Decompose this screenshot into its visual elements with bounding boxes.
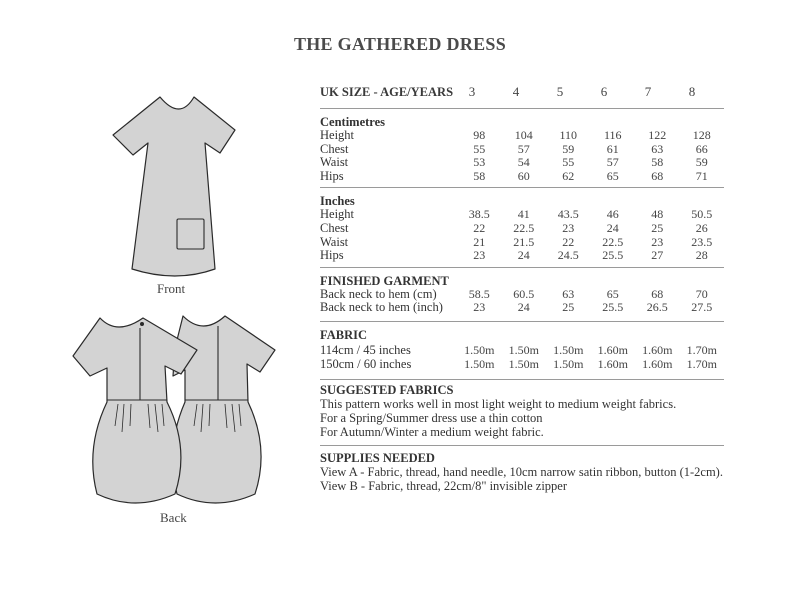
back-dress-illustration (65, 308, 295, 508)
cell: 122 (648, 128, 667, 142)
cell: 23 (562, 220, 575, 235)
table-row (320, 222, 724, 236)
cell: 1.60m (597, 342, 628, 357)
section-title-inches: Inches (320, 194, 355, 209)
cell: 60.5 (513, 286, 535, 301)
size-col: 8 (688, 84, 696, 99)
row-label: Back neck to hem (cm) (320, 286, 437, 301)
cell: 65 (606, 286, 619, 301)
cell: 1.60m (597, 356, 628, 371)
row-label: Hips (320, 248, 344, 263)
table-row (320, 249, 724, 263)
cell: 24 (517, 300, 530, 315)
cell: 55 (562, 155, 575, 170)
row-label: Waist (320, 234, 349, 249)
divider (320, 445, 724, 446)
back-button (140, 322, 144, 326)
cell: 104 (514, 128, 533, 142)
cell: 24 (606, 220, 619, 235)
table-row (320, 156, 724, 170)
cell: 1.50m (553, 342, 584, 357)
cell: 1.50m (464, 356, 495, 371)
cell: 48 (651, 207, 664, 222)
cell: 59 (695, 155, 708, 170)
cell: 1.70m (686, 356, 717, 371)
supplies-line: View A - Fabric, thread, hand needle, 10cm narrow satin ribbon, button (1-2cm). (320, 465, 723, 480)
section-title-finished-garment: FINISHED GARMENT (320, 273, 449, 288)
section-title-suggested-fabrics: SUGGESTED FABRICS (320, 383, 454, 398)
cell: 23.5 (691, 234, 713, 249)
cell: 128 (692, 128, 711, 142)
cell: 1.70m (686, 342, 717, 357)
cell: 43.5 (557, 207, 579, 222)
size-col: 6 (600, 84, 608, 99)
cell: 1.60m (642, 342, 673, 357)
cell: 23 (473, 248, 486, 263)
back-caption: Back (160, 510, 187, 525)
cell: 25 (651, 220, 664, 235)
row-label: Back neck to hem (inch) (320, 300, 443, 315)
table-row (320, 129, 724, 143)
page-title: THE GATHERED DRESS (293, 34, 507, 54)
cell: 22.5 (513, 220, 535, 235)
row-label: 150cm / 60 inches (320, 356, 412, 371)
cell: 46 (606, 207, 619, 222)
suggested-fabrics-line: For a Spring/Summer dress use a thin cotton (320, 411, 543, 426)
back-dress-view-a (73, 318, 197, 503)
cell: 68 (651, 168, 664, 183)
cell: 28 (695, 248, 708, 263)
table-row (320, 143, 724, 157)
cell: 21 (473, 234, 486, 249)
cell: 24 (517, 248, 530, 263)
cell: 41 (517, 207, 530, 222)
supplies-line: View B - Fabric, thread, 22cm/8" invisible zipper (320, 479, 567, 494)
row-label: Waist (320, 155, 349, 170)
table-row (320, 236, 724, 250)
table-row (320, 344, 724, 358)
suggested-fabrics-line: For Autumn/Winter a medium weight fabric. (320, 425, 544, 440)
cell: 22 (562, 234, 575, 249)
cell: 116 (603, 128, 622, 142)
size-col: 5 (556, 84, 564, 99)
divider (320, 108, 724, 109)
suggested-fabrics-line: This pattern works well in most light weight to medium weight fabrics. (320, 397, 677, 412)
cell: 25 (562, 300, 575, 315)
size-col: 3 (468, 84, 476, 99)
cell: 60 (517, 168, 530, 183)
cell: 1.50m (508, 356, 539, 371)
cell: 63 (651, 141, 664, 156)
size-header-label: UK SIZE - AGE/YEARS (320, 85, 454, 99)
cell: 22.5 (602, 234, 624, 249)
cell: 27 (651, 248, 664, 263)
cell: 21.5 (513, 234, 535, 249)
cell: 25.5 (602, 248, 624, 263)
front-dress-illustration (80, 85, 280, 285)
divider (320, 321, 724, 322)
cell: 57 (606, 155, 619, 170)
row-label: Hips (320, 168, 344, 183)
cell: 1.50m (508, 342, 539, 357)
cell: 58 (473, 168, 486, 183)
cell: 55 (473, 141, 486, 156)
cell: 25.5 (602, 300, 624, 315)
cell: 63 (562, 286, 575, 301)
size-chart (320, 84, 724, 493)
divider (320, 267, 724, 268)
table-row (320, 358, 724, 372)
cell: 54 (517, 155, 530, 170)
divider (320, 187, 724, 188)
cell: 110 (559, 128, 578, 142)
size-col: 4 (512, 84, 520, 99)
cell: 26 (695, 220, 708, 235)
section-title-fabric: FABRIC (320, 327, 367, 342)
cell: 66 (695, 141, 708, 156)
cell: 59 (562, 141, 575, 156)
cell: 1.50m (553, 356, 584, 371)
cell: 1.60m (642, 356, 673, 371)
cell: 22 (473, 220, 486, 235)
cell: 24.5 (557, 248, 579, 263)
cell: 58.5 (468, 286, 490, 301)
section-title-centimetres: Centimetres (320, 115, 386, 129)
front-caption: Front (157, 281, 186, 296)
row-label: Chest (320, 220, 349, 235)
size-header-row (320, 84, 724, 106)
cell: 61 (606, 141, 619, 156)
row-label: Height (320, 128, 355, 142)
size-col: 7 (644, 84, 652, 99)
cell: 98 (473, 128, 486, 142)
front-dress-shape (113, 97, 235, 276)
cell: 1.50m (464, 342, 495, 357)
divider (320, 379, 724, 380)
cell: 58 (651, 155, 664, 170)
table-row (320, 301, 724, 315)
cell: 27.5 (691, 300, 713, 315)
cell: 38.5 (468, 207, 490, 222)
size-columns (450, 84, 714, 100)
cell: 57 (517, 141, 530, 156)
table-row (320, 170, 724, 184)
cell: 50.5 (691, 207, 713, 222)
row-label: 114cm / 45 inches (320, 342, 411, 357)
table-row (320, 208, 724, 222)
cell: 62 (562, 168, 575, 183)
table-row (320, 288, 724, 302)
cell: 23 (651, 234, 664, 249)
section-title-supplies-needed: SUPPLIES NEEDED (320, 451, 435, 466)
cell: 23 (473, 300, 486, 315)
cell: 70 (695, 286, 708, 301)
cell: 53 (473, 155, 486, 170)
row-label: Height (320, 207, 355, 222)
cell: 68 (651, 286, 664, 301)
cell: 71 (695, 168, 708, 183)
cell: 26.5 (646, 300, 668, 315)
cell: 65 (606, 168, 619, 183)
front-pocket (177, 219, 204, 249)
row-label: Chest (320, 141, 349, 156)
